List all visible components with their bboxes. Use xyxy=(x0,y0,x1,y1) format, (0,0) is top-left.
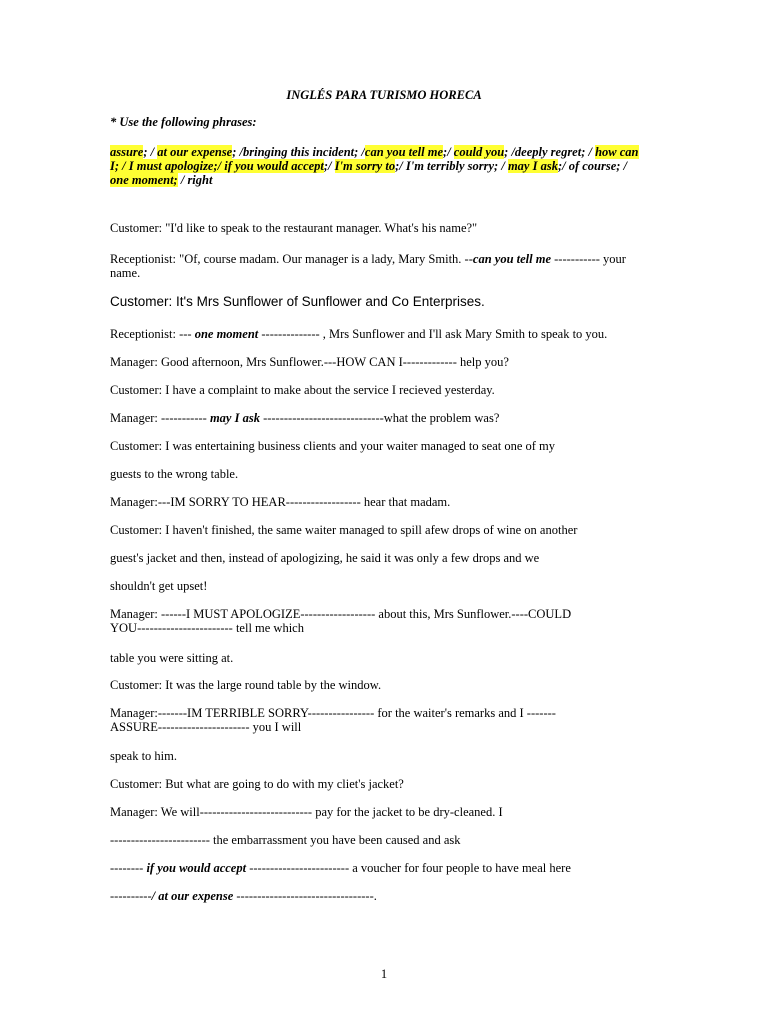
dialogue-line xyxy=(110,411,499,425)
dialogue-line: Customer: It's Mrs Sunflower of Sunflower and Co Enterprises. xyxy=(110,294,485,309)
page-number: 1 xyxy=(380,967,388,981)
phrase-separator: ;/ of course; / xyxy=(557,159,628,173)
phrase-item: could you xyxy=(453,145,505,159)
phrase-list-line-2 xyxy=(110,159,627,173)
phrase-list-line-1 xyxy=(110,145,639,159)
phrase-item: at our expense xyxy=(157,145,233,159)
dialogue-text: Receptionist: --- xyxy=(110,327,195,341)
phrase-list-line-3 xyxy=(110,173,212,187)
dialogue-line: guests to the wrong table. xyxy=(110,467,239,481)
dialogue-text: -------------- , Mrs Sunflower and I'll ask Mary Smith to speak to you. xyxy=(258,327,608,341)
dialogue-line: Manager: ------I MUST APOLOGIZE------------------ about this, Mrs Sunflower.----COULD xyxy=(110,607,572,621)
phrase-separator: ; /bringing this incident; / xyxy=(232,145,365,159)
instruction-text: * Use the following phrases: xyxy=(110,115,257,129)
phrase-separator: ;/ xyxy=(443,145,454,159)
dialogue-text: -----------------------------what the problem was? xyxy=(259,411,500,425)
answer-phrase: may I ask xyxy=(209,411,260,425)
dialogue-line: shouldn't get upset! xyxy=(110,579,208,593)
phrase-item: one moment; xyxy=(110,173,178,187)
dialogue-line: Manager: Good afternoon, Mrs Sunflower.---HOW CAN I------------- help you? xyxy=(110,355,509,369)
dialogue-line xyxy=(110,889,377,903)
dialogue-text: Receptionist: "Of, course madam. Our manager is a lady, Mary Smith. -- xyxy=(110,252,473,266)
phrase-item: may I ask xyxy=(507,159,558,173)
dialogue-text: ----------- your xyxy=(551,252,626,266)
dialogue-line: Manager:-------IM TERRIBLE SORRY---------------- for the waiter's remarks and I ------- xyxy=(110,706,556,720)
dialogue-line: YOU----------------------- tell me which xyxy=(110,621,304,635)
phrase-item: I'm sorry to xyxy=(334,159,396,173)
phrase-item: I; / I must apologize;/ if you would accept xyxy=(110,159,324,173)
phrase-item: assure xyxy=(110,145,144,159)
phrase-separator: ; /deeply regret; / xyxy=(504,145,596,159)
phrase-item: how can xyxy=(595,145,639,159)
phrase-separator: / right xyxy=(177,173,213,187)
dialogue-line xyxy=(110,327,607,341)
dialogue-text: ------------------------ a voucher for four people to have meal here xyxy=(246,861,571,875)
dialogue-line: Customer: It was the large round table by the window. xyxy=(110,678,382,692)
answer-phrase: can you tell me xyxy=(472,252,552,266)
answer-phrase: one moment xyxy=(194,327,259,341)
dialogue-line: Customer: But what are going to do with my cliet's jacket? xyxy=(110,777,404,791)
dialogue-line: table you were sitting at. xyxy=(110,651,234,665)
answer-phrase: if you would accept xyxy=(146,861,247,875)
dialogue-line: ------------------------ the embarrassment you have been caused and ask xyxy=(110,833,461,847)
phrase-item: can you tell me xyxy=(364,145,444,159)
answer-phrase: / at our expense xyxy=(151,889,234,903)
dialogue-line: Manager: We will--------------------------- pay for the jacket to be dry-cleaned. I xyxy=(110,805,503,819)
dialogue-line: Customer: I was entertaining business clients and your waiter managed to seat one of my xyxy=(110,439,556,453)
dialogue-line: guest's jacket and then, instead of apologizing, he said it was only a few drops and we xyxy=(110,551,540,565)
dialogue-line xyxy=(110,861,571,875)
phrase-separator: ;/ xyxy=(323,159,335,173)
dialogue-text: ---------------------------------. xyxy=(233,889,377,903)
dialogue-text: Manager: ----------- xyxy=(110,411,210,425)
dialogue-line: Customer: "I'd like to speak to the restaurant manager. What's his name?" xyxy=(110,221,478,235)
dialogue-line xyxy=(110,252,626,266)
dialogue-line: Customer: I haven't finished, the same waiter managed to spill afew drops of wine on another xyxy=(110,523,578,537)
phrase-separator: ; / xyxy=(143,145,158,159)
dialogue-line: Customer: I have a complaint to make about the service I recieved yesterday. xyxy=(110,383,495,397)
dialogue-text: -------- xyxy=(110,861,147,875)
dialogue-line: Manager:---IM SORRY TO HEAR------------------ hear that madam. xyxy=(110,495,451,509)
dialogue-text: ---------- xyxy=(110,889,152,903)
dialogue-line: name. xyxy=(110,266,141,280)
page-title: INGLÉS PARA TURISMO HORECA xyxy=(286,88,482,102)
phrase-separator: ;/ I'm terribly sorry; / xyxy=(395,159,508,173)
dialogue-line: ASSURE---------------------- you I will xyxy=(110,720,302,734)
dialogue-line: speak to him. xyxy=(110,749,178,763)
